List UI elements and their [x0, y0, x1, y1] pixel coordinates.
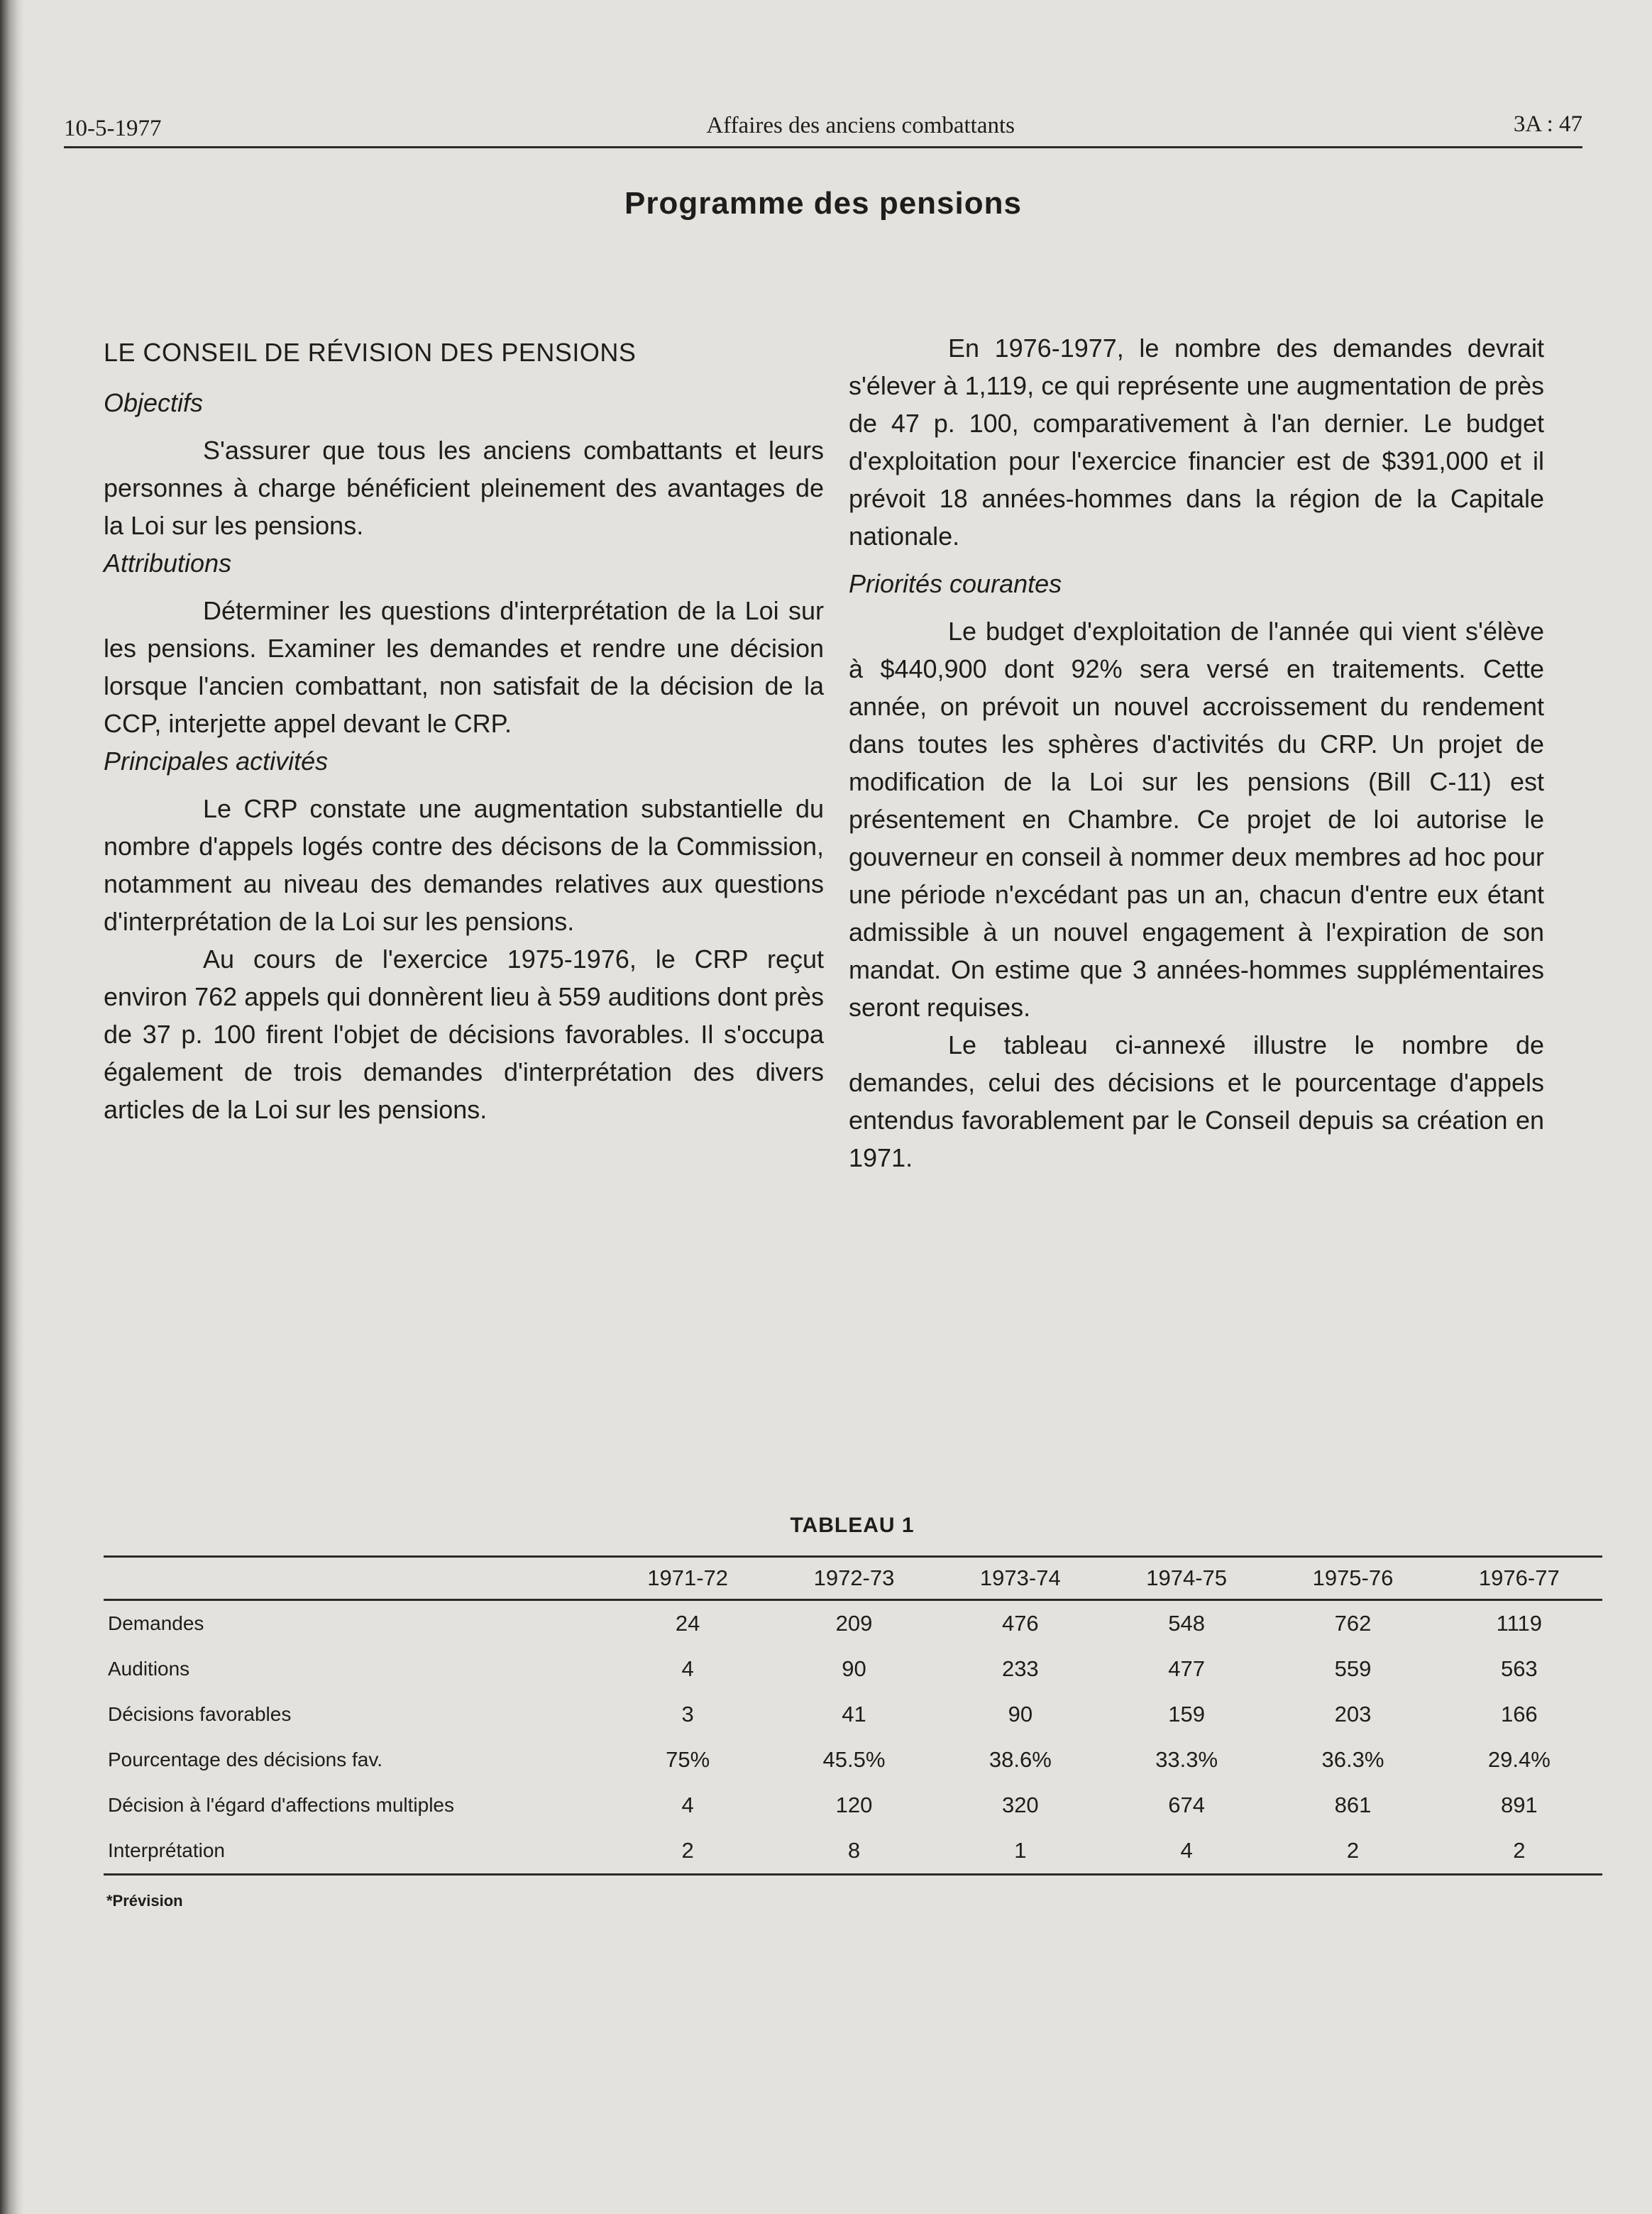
tableau-paragraph: Le tableau ci-annexé illustre le nombre de demandes, celui des décisions et le pourcentage d'appels entendus favorablement par le Conseil depuis sa création en 1971. — [849, 1030, 1544, 1172]
activites-heading: Principales activités — [104, 747, 329, 776]
table-cell: 203 — [1334, 1702, 1372, 1726]
binding-edge — [0, 0, 24, 2214]
table-cell: 4 — [681, 1792, 694, 1817]
table-cell: 90 — [1008, 1702, 1033, 1726]
table-cell: 29.4% — [1487, 1747, 1551, 1772]
column-header: 1974-75 — [1103, 1557, 1270, 1600]
column-header: 1971-72 — [605, 1557, 771, 1600]
objectifs-paragraph: S'assurer que tous les anciens combattants et leurs personnes à charge bénéficient pleinement des avantages de la Loi sur les pensions. — [104, 436, 824, 540]
row-label: Auditions — [108, 1658, 190, 1680]
header-date: 10-5-1977 — [64, 116, 162, 141]
table-cell: 2 — [605, 1828, 771, 1875]
attributions-paragraph: Déterminer les questions d'interprétation de la Loi sur les pensions. Examiner les demandes et rendre une décision lorsque l'ancien combattant, non satisfait de la décision de la CCP, interjette appel devant le CRP. — [104, 596, 824, 738]
activites-paragraph-1: Le CRP constate une augmentation substantielle du nombre d'appels logés contre des décisons de la Commission, notamment au niveau des demandes relatives aux questions d'interprétation de la Loi sur les pensions. — [104, 794, 824, 936]
table-cell: 762 — [1334, 1611, 1372, 1636]
page-title: Programme des pensions — [624, 186, 1022, 221]
row-label: Demandes — [108, 1612, 204, 1634]
row-label: Décision à l'égard d'affections multiples — [108, 1794, 454, 1816]
table-cell: 90 — [842, 1656, 866, 1681]
priorites-paragraph: Le budget d'exploitation de l'année qui vient s'élève à $440,900 dont 92% sera versé en traitements. Cette année, on prévoit un nouvel accroissement du rendement dans toutes les sphères d'activités du CRP. Un projet de modification de la Loi sur les pensions (Bill C-11) est présentement en Chambre. Ce projet de loi autorise le gouverneur en conseil à nommer deux membres ad hoc pour une période n'excédant pas un an, chacun d'entre eux étant admissible à un nouvel engagement à l'expiration de son mandat. On estime que 3 années-hommes supplémentaires seront requises. — [849, 617, 1544, 1022]
page — [64, 0, 1582, 2214]
column-header: 1973-74 — [937, 1557, 1103, 1600]
table-footnote: *Prévision — [106, 1892, 183, 1910]
intro-paragraph: En 1976-1977, le nombre des demandes devrait s'élever à 1,119, ce qui représente une augmentation de près de 47 p. 100, comparativement à l'an dernier. Le budget d'exploitation pour l'exercice financier est de $391,000 et il prévoit 18 années-hommes dans la région de la Capitale nationale. — [849, 334, 1544, 551]
table-cell: 75% — [666, 1747, 710, 1772]
column-header: 1975-76 — [1270, 1557, 1436, 1600]
table-cell: 159 — [1168, 1702, 1206, 1726]
stats-table — [104, 1555, 1602, 1876]
row-label: Décisions favorables — [108, 1703, 292, 1725]
table-cell: 1 — [937, 1828, 1103, 1875]
table-cell: 8 — [771, 1828, 937, 1875]
table-cell: 477 — [1168, 1656, 1206, 1681]
table-cell: 24 — [675, 1611, 700, 1636]
table-stub-header — [104, 1557, 605, 1600]
priorites-heading: Priorités courantes — [849, 569, 1062, 598]
table-row — [104, 1737, 1602, 1783]
table-cell: 4 — [681, 1656, 694, 1681]
table-cell: 563 — [1500, 1656, 1538, 1681]
table-row — [104, 1828, 1602, 1875]
column-header: 1972-73 — [771, 1557, 937, 1600]
table-row — [104, 1783, 1602, 1828]
running-head — [64, 106, 1582, 148]
table-cell: 3 — [681, 1702, 694, 1726]
header-title: Affaires des anciens combattants — [706, 113, 1015, 138]
table-row — [104, 1600, 1602, 1647]
table-cell: 38.6% — [989, 1747, 1052, 1772]
table-cell: 120 — [835, 1792, 873, 1817]
table-cell: 209 — [835, 1611, 873, 1636]
table-cell: 4 — [1103, 1828, 1270, 1875]
table-cell: 861 — [1334, 1792, 1372, 1817]
table-cell: 476 — [1001, 1611, 1039, 1636]
table-cell: 233 — [1001, 1656, 1039, 1681]
table-cell: 674 — [1168, 1792, 1206, 1817]
row-label: Interprétation — [104, 1828, 605, 1875]
table-row — [104, 1692, 1602, 1737]
table-cell: 2 — [1270, 1828, 1436, 1875]
table-cell: 166 — [1500, 1702, 1538, 1726]
section-title: LE CONSEIL DE RÉVISION DES PENSIONS — [104, 338, 637, 367]
row-label: Pourcentage des décisions fav. — [108, 1748, 383, 1770]
table-cell: 891 — [1500, 1792, 1538, 1817]
table-cell: 36.3% — [1321, 1747, 1384, 1772]
table-cell: 2 — [1436, 1828, 1602, 1875]
table-row — [104, 1646, 1602, 1692]
table-cell: 41 — [842, 1702, 866, 1726]
table-cell: 1119 — [1496, 1611, 1542, 1636]
right-column — [849, 329, 1544, 1177]
objectifs-heading: Objectifs — [104, 388, 204, 417]
header-page-number: 3A : 47 — [1513, 111, 1582, 137]
table-title: TABLEAU 1 — [790, 1514, 915, 1537]
activites-paragraph-2: Au cours de l'exercice 1975-1976, le CRP reçut environ 762 appels qui donnèrent lieu à 559 auditions dont près de 37 p. 100 firent l'objet de décisions favorables. Il s'occupa également de trois demandes d'interprétation des divers articles de la Loi sur les pensions. — [104, 944, 824, 1124]
column-header: 1976-77 — [1436, 1557, 1602, 1600]
left-column — [104, 334, 824, 1128]
table-header-row — [104, 1557, 1602, 1600]
table-cell: 548 — [1168, 1611, 1206, 1636]
table-cell: 320 — [1001, 1792, 1039, 1817]
table-cell: 45.5% — [822, 1747, 886, 1772]
table-cell: 559 — [1334, 1656, 1372, 1681]
attributions-heading: Attributions — [104, 549, 232, 578]
table-cell: 33.3% — [1155, 1747, 1218, 1772]
